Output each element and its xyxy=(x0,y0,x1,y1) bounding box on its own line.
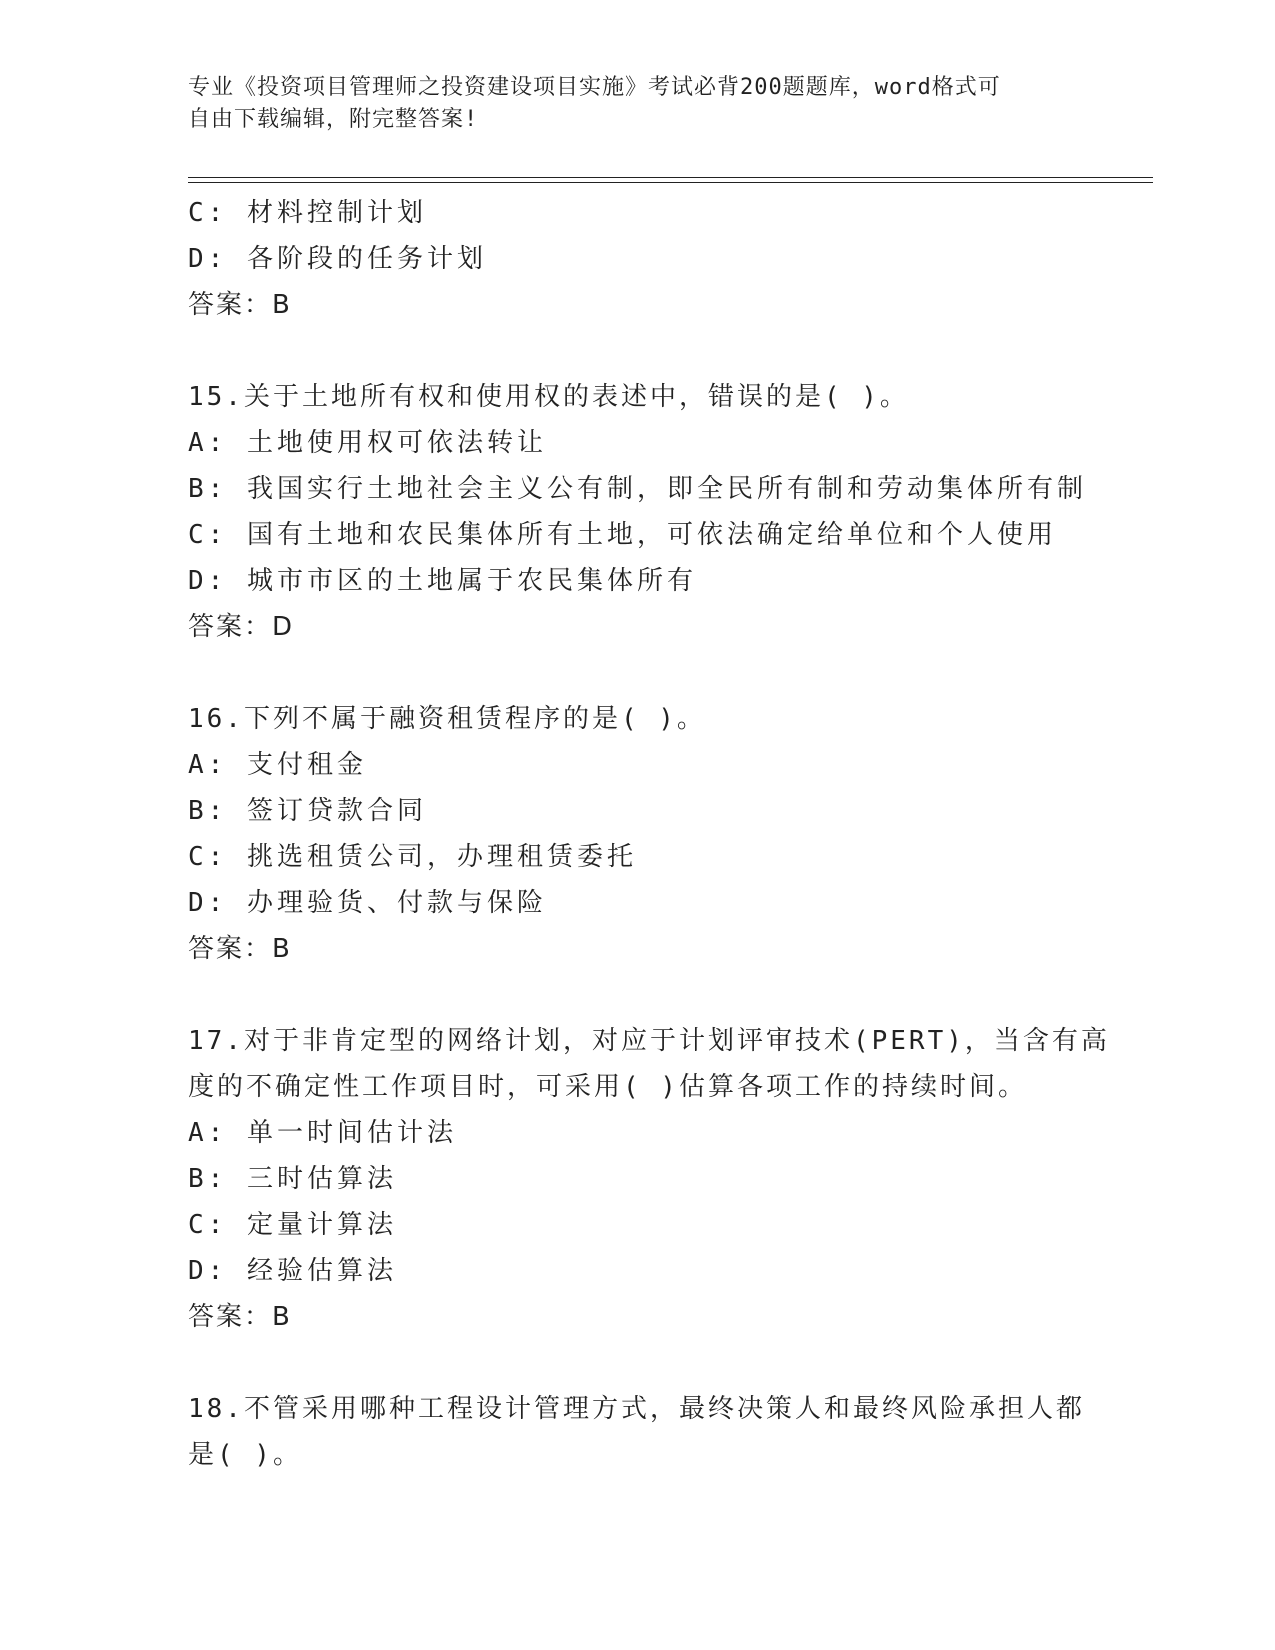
option-c: C: 挑选租赁公司，办理租赁委托 xyxy=(188,842,637,872)
option-d: D: 办理验货、付款与保险 xyxy=(188,888,547,918)
question-stem-line-1: 17.对于非肯定型的网络计划，对应于计划评审技术(PERT)，当含有高 xyxy=(188,1026,1110,1056)
question-fragment xyxy=(188,190,1188,328)
question-15 xyxy=(188,374,1188,650)
answer-line: 答案：B xyxy=(188,934,292,964)
question-stem-line-1: 18.不管采用哪种工程设计管理方式，最终决策人和最终风险承担人都 xyxy=(188,1394,1085,1424)
question-stem: 16.下列不属于融资租赁程序的是( )。 xyxy=(188,704,706,734)
option-a: A: 支付租金 xyxy=(188,750,367,780)
option-c: C: 国有土地和农民集体所有土地，可依法确定给单位和个人使用 xyxy=(188,520,1057,550)
option-a: A: 土地使用权可依法转让 xyxy=(188,428,547,458)
header-rule-top xyxy=(188,177,1153,178)
spacer xyxy=(188,328,1188,374)
option-c: C: 定量计算法 xyxy=(188,1210,397,1240)
question-18 xyxy=(188,1386,1188,1478)
question-stem-line-2: 度的不确定性工作项目时，可采用( )估算各项工作的持续时间。 xyxy=(188,1072,1027,1102)
option-b: B: 三时估算法 xyxy=(188,1164,397,1194)
header-rule-bottom xyxy=(188,182,1153,183)
answer-line: 答案：D xyxy=(188,612,295,642)
spacer xyxy=(188,1340,1188,1386)
option-b: B: 我国实行土地社会主义公有制，即全民所有制和劳动集体所有制 xyxy=(188,474,1087,504)
spacer xyxy=(188,650,1188,696)
document-header xyxy=(188,72,1068,136)
document-body xyxy=(188,190,1188,1478)
option-a: A: 单一时间估计法 xyxy=(188,1118,457,1148)
question-17 xyxy=(188,1018,1188,1340)
header-line-2: 自由下载编辑，附完整答案! xyxy=(188,107,479,132)
option-c: C: 材料控制计划 xyxy=(188,198,427,228)
answer-line: 答案：B xyxy=(188,290,292,320)
answer-line: 答案：B xyxy=(188,1302,292,1332)
option-d: D: 经验估算法 xyxy=(188,1256,397,1286)
header-line-1: 专业《投资项目管理师之投资建设项目实施》考试必背200题题库，word格式可 xyxy=(188,75,1001,100)
option-d: D: 城市市区的土地属于农民集体所有 xyxy=(188,566,697,596)
question-stem-line-2: 是( )。 xyxy=(188,1440,302,1470)
option-b: B: 签订贷款合同 xyxy=(188,796,427,826)
option-d: D: 各阶段的任务计划 xyxy=(188,244,487,274)
question-stem: 15.关于土地所有权和使用权的表述中，错误的是( )。 xyxy=(188,382,909,412)
spacer xyxy=(188,972,1188,1018)
question-16 xyxy=(188,696,1188,972)
